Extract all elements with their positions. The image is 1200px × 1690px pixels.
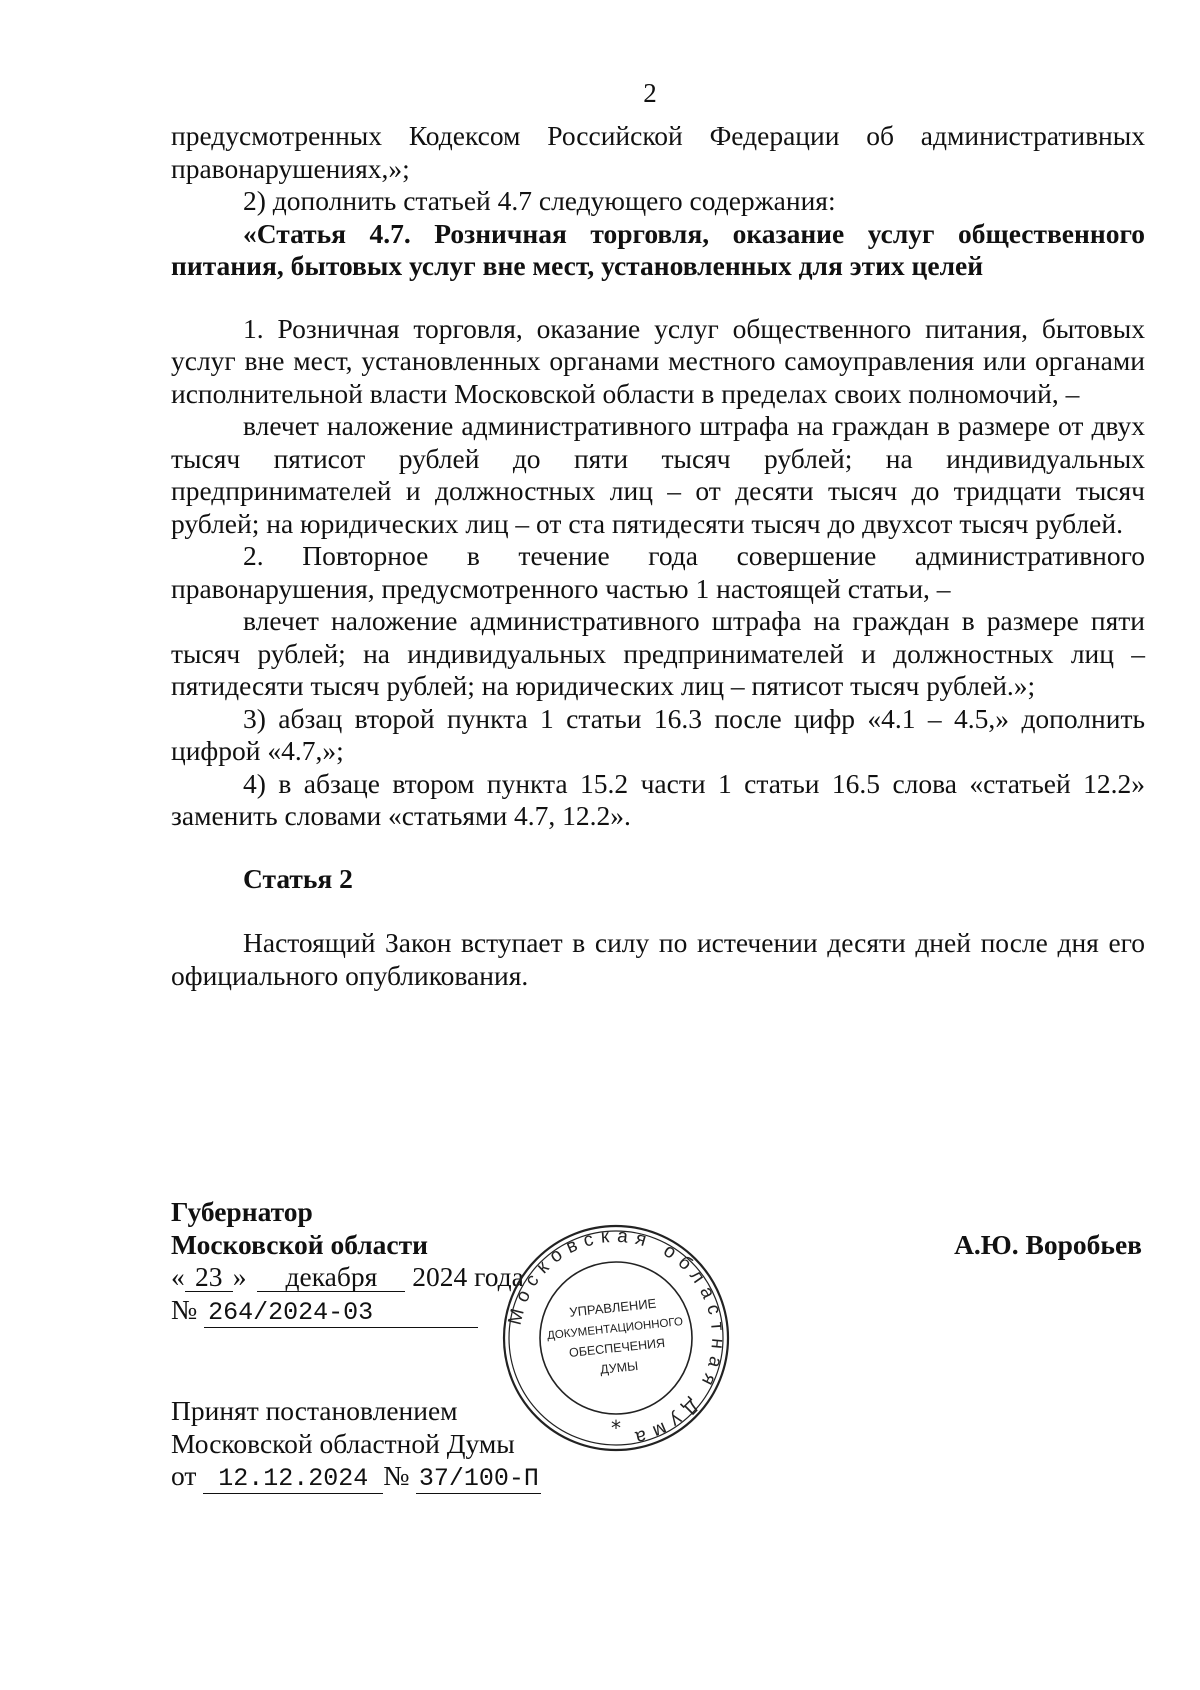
signature-date-line: [171, 1261, 524, 1294]
article-2-heading: Статья 2: [243, 862, 353, 894]
seal-center-text: [544, 1293, 688, 1382]
accepted-line1: Принят постановлением: [171, 1395, 458, 1426]
signature-number-line: [171, 1294, 524, 1328]
seal-center-line2: ДОКУМЕНТАЦИОННОГО: [546, 1315, 684, 1343]
accepted-date: 12.12.2024: [203, 1465, 383, 1494]
seal-star: *: [611, 1416, 621, 1440]
article-4-7-part-2-sanction: влечет наложение административного штрафа на граждан в размере пяти тысяч рублей; на индивидуальных предпринимателей и должностных лиц – пятидесяти тысяч рублей; на юридических лиц – пятисот тысяч рублей.»;: [171, 605, 1145, 701]
seal-center-line4: ДУМЫ: [599, 1358, 639, 1377]
governor-title-line1: Губернатор: [171, 1196, 313, 1227]
article-4-7-heading: «Статья 4.7. Розничная торговля, оказание услуг общественного питания, бытовых услуг вне мест, установленных для этих целей: [171, 217, 1145, 281]
date-quote-open: «: [171, 1261, 185, 1292]
governor-title-line2: Московской области: [171, 1228, 428, 1260]
paragraph-item-3: 3) абзац второй пункта 1 статьи 16.3 после цифр «4.1 – 4.5,» дополнить цифрой «4.7,»;: [171, 702, 1145, 766]
accepted-block: [171, 1395, 541, 1494]
date-quote-close: »: [232, 1261, 247, 1292]
article-4-7-part-1: 1. Розничная торговля, оказание услуг общественного питания, бытовых услуг вне мест, установленных органами местного самоуправления или органами исполнительной власти Московской области в пределах своих полномочий, –: [171, 312, 1145, 409]
paragraph-continuation: предусмотренных Кодексом Российской Федерации об административных правонарушениях,»;: [171, 120, 1145, 184]
signature-year: 2024 года: [412, 1261, 524, 1292]
official-seal-stamp: [500, 1222, 732, 1454]
document-body: [171, 120, 1145, 992]
paragraph-item-4: 4) в абзаце втором пункта 15.2 части 1 статьи 16.5 слова «статьей 12.2» заменить словами «статьями 4.7, 12.2».: [171, 767, 1145, 831]
accepted-number: 37/100-П: [416, 1465, 541, 1494]
accepted-number-label: №: [383, 1460, 410, 1491]
paragraph-item-2: 2) дополнить статьей 4.7 следующего содержания:: [243, 185, 836, 216]
signature-month: декабря: [257, 1263, 405, 1292]
governor-signature-block: [171, 1196, 524, 1328]
seal-center-line3: ОБЕСПЕЧЕНИЯ: [568, 1335, 666, 1360]
article-2-text: Настоящий Закон вступает в силу по истечении десяти дней после дня его официального опубликования.: [171, 927, 1145, 991]
accepted-line2: Московской областной Думы: [171, 1427, 515, 1459]
signature-day: 23: [185, 1263, 233, 1292]
page-number: 2: [643, 78, 657, 108]
seal-center-line1: УПРАВЛЕНИЕ: [568, 1295, 657, 1320]
accepted-date-line: [171, 1460, 541, 1494]
signature-number: 264/2024-03: [204, 1299, 478, 1328]
accepted-from-label: от: [171, 1460, 197, 1491]
seal-ring-text: Московская областная Дума: [504, 1225, 729, 1450]
signature-number-label: №: [171, 1293, 198, 1325]
governor-name: А.Ю. Воробьев: [954, 1229, 1142, 1260]
article-4-7-part-1-sanction: влечет наложение административного штрафа на граждан в размере от двух тысяч пятисот рублей до пяти тысяч рублей; на индивидуальных предпринимателей и должностных лиц – от десяти тысяч до тридцати тысяч рублей; на юридических лиц – от ста пятидесяти тысяч до двухсот тысяч рублей.: [171, 410, 1145, 539]
article-4-7-part-2: 2. Повторное в течение года совершение административного правонарушения, предусмотренного частью 1 настоящей статьи, –: [171, 540, 1145, 604]
